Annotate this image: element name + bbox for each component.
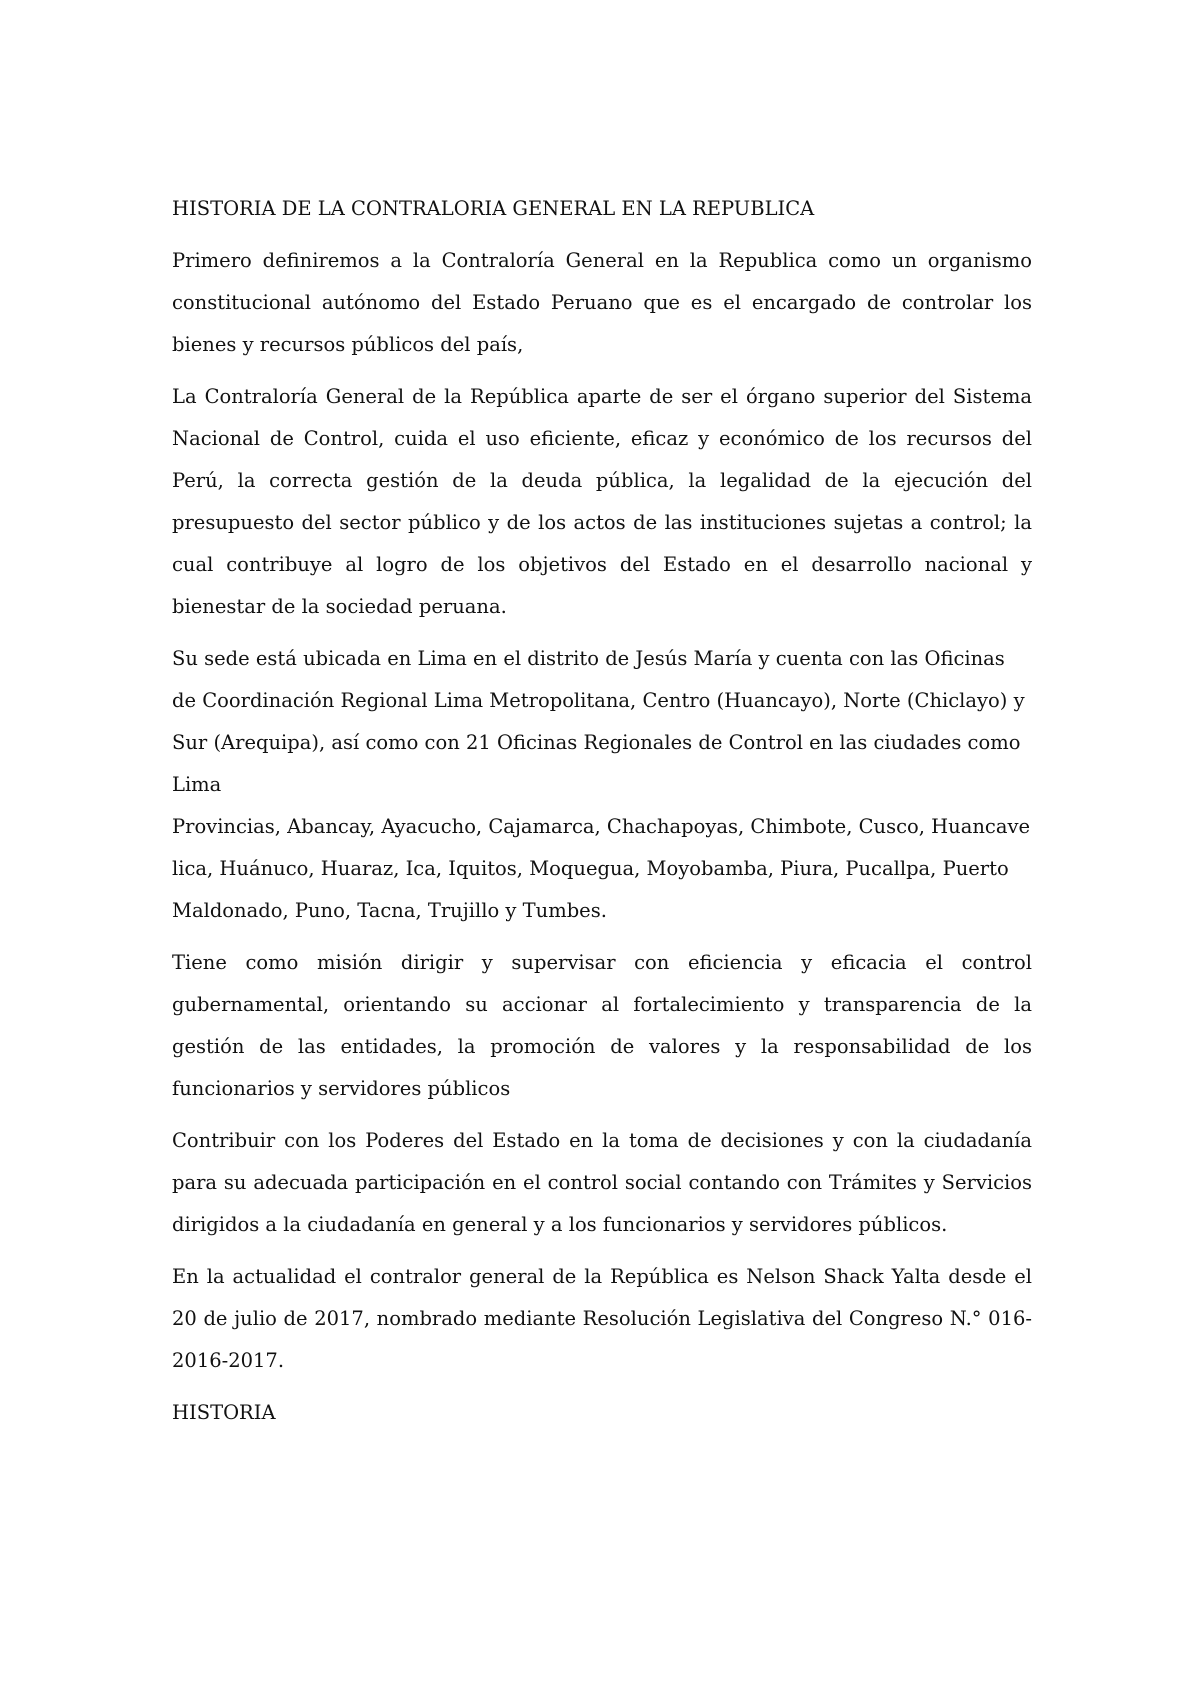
paragraph-current-comptroller: En la actualidad el contralor general de la República es Nelson Shack Yalta desde el 20 de julio de 2017, nombrado mediante Resolución Legislativa del Congreso N.° 016-2016-2017.	[172, 1265, 1032, 1372]
paragraph-role: La Contraloría General de la República aparte de ser el órgano superior del Sistema Nacional de Control, cuida el uso eficiente, eficaz y económico de los recursos del Perú, la correcta gestión de la deuda pública, la legalidad de la ejecución del presupuesto del sector público y de los actos de las instituciones sujetas a control; la cual contribuye al logro de los objetivos del Estado en el desarrollo nacional y bienestar de la sociedad peruana.	[172, 385, 1032, 618]
paragraph-mission: Tiene como misión dirigir y supervisar con eficiencia y eficacia el control gubernamental, orientando su accionar al fortalecimiento y transparencia de la gestión de las entidades, la promoción de valores y la responsabilidad de los funcionarios y servidores públicos	[172, 951, 1032, 1100]
paragraph-definition: Primero definiremos a la Contraloría General en la Republica como un organismo constitucional autónomo del Estado Peruano que es el encargado de controlar los bienes y recursos públicos del país,	[172, 249, 1032, 356]
paragraph-contribution: Contribuir con los Poderes del Estado en la toma de decisiones y con la ciudadanía para su adecuada participación en el control social contando con Trámites y Servicios dirigidos a la ciudadanía en general y a los funcionarios y servidores públicos.	[172, 1129, 1032, 1236]
section-heading-historia: HISTORIA	[172, 1401, 276, 1424]
document-body	[172, 188, 1032, 1434]
document-title: HISTORIA DE LA CONTRALORIA GENERAL EN LA REPUBLICA	[172, 197, 815, 220]
paragraph-cities: Provincias, Abancay, Ayacucho, Cajamarca, Chachapoyas, Chimbote, Cusco, Huancavelica, Huánuco, Huaraz, Ica, Iquitos, Moquegua, Moyobamba, Piura, Pucallpa, Puerto Maldonado, Puno, Tacna, Trujillo y Tumbes.	[172, 815, 1031, 922]
paragraph-headquarters: Su sede está ubicada en Lima en el distrito de Jesús María y cuenta con las Oficinas de Coordinación Regional Lima Metropolitana, Centro (Huancayo), Norte (Chiclayo) y Sur (Arequipa), así como con 21 Oficinas Regionales de Control en las ciudades como Lima	[172, 647, 1025, 796]
